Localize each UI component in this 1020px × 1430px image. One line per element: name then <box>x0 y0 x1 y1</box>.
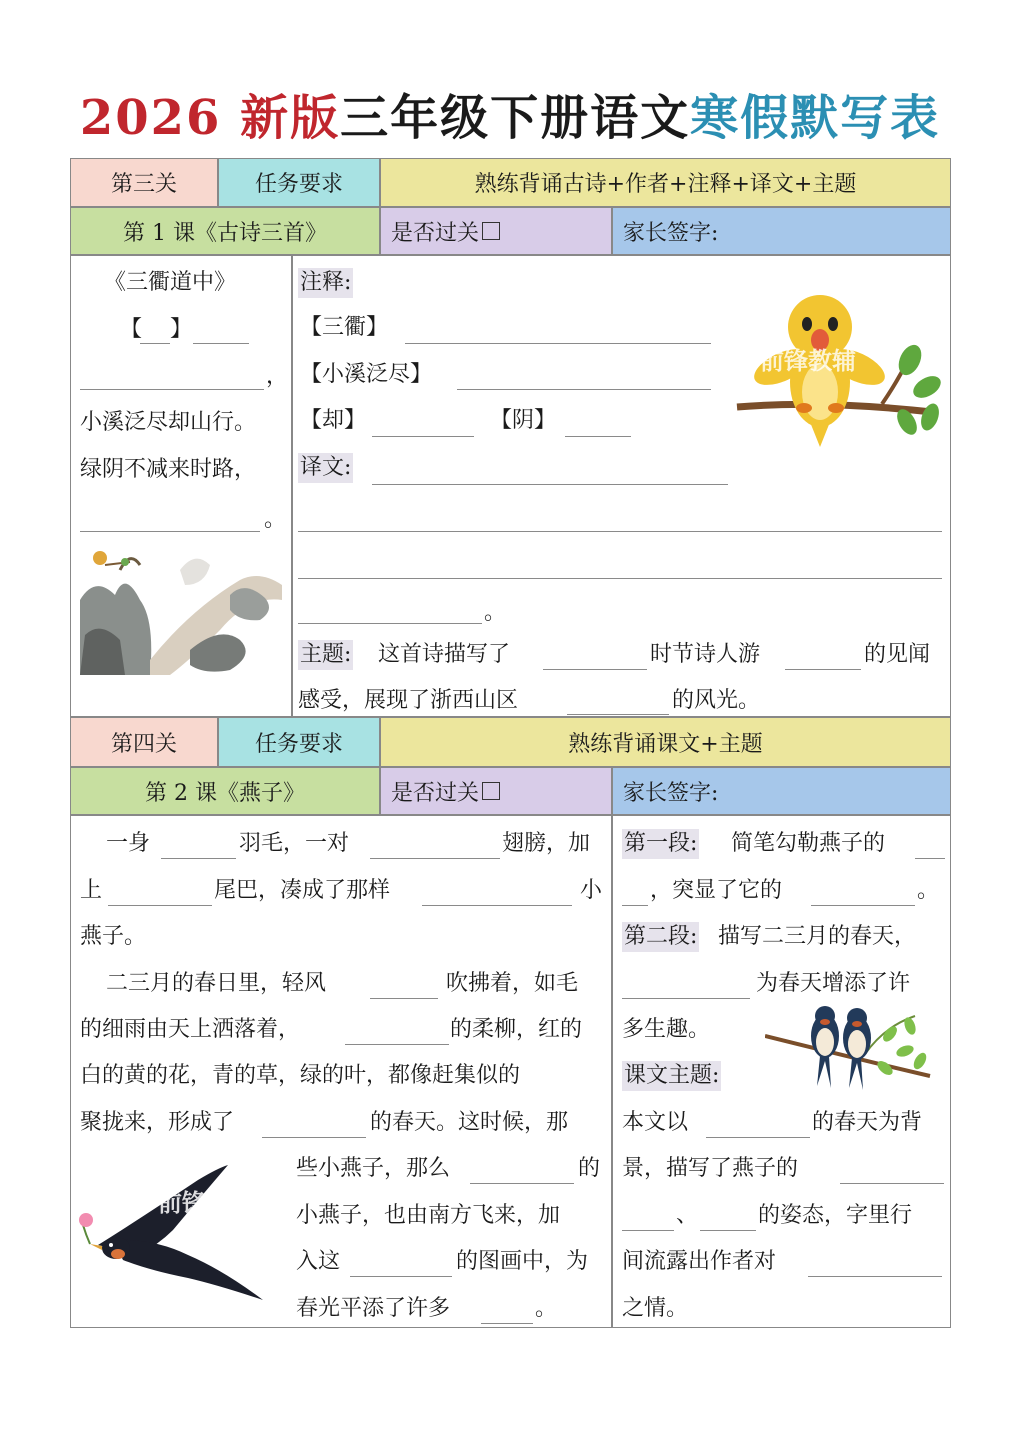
p2-blank-2[interactable] <box>345 1044 449 1045</box>
section1-text-b: ，突显了它的 <box>650 878 783 903</box>
note-yin-label: 【阴】 <box>490 408 557 433</box>
note-sanqu-blank[interactable] <box>405 343 711 344</box>
lesson2-pass-check[interactable]: 是否过关 <box>380 767 612 815</box>
poem-blank-2[interactable] <box>80 389 264 390</box>
swallows-on-branch-illustration <box>765 1006 935 1098</box>
theme2-label: 课文主题: <box>622 1061 721 1091</box>
theme2-blank-5[interactable] <box>808 1276 942 1277</box>
page-title: 2026 新版三年级下册语文寒假默写表 <box>79 90 941 146</box>
theme-label: 主题: <box>298 640 353 670</box>
p1-blank-1[interactable] <box>161 858 236 859</box>
lesson1-title: 第 1 课《古诗三首》 <box>70 207 380 255</box>
theme-text-5: 的风光。 <box>672 688 761 713</box>
section1-text-a: 简笔勾勒燕子的 <box>731 831 886 856</box>
section1-blank-2[interactable] <box>622 905 648 906</box>
theme-text-4: 感受，展现了浙西山区 <box>298 688 519 713</box>
p2-blank-4[interactable] <box>470 1183 574 1184</box>
p1-text-f: 小 <box>580 878 603 903</box>
p2-text-k: 入这 <box>296 1249 341 1274</box>
checkbox[interactable] <box>482 222 500 240</box>
note-xiaoxi-label: 【小溪泛尽】 <box>300 362 433 387</box>
level4-task-label: 任务要求 <box>218 717 380 767</box>
p2-text-m: 春光平添了许多 <box>296 1296 451 1321</box>
p1-text-c: 翅膀，加 <box>502 831 591 856</box>
p2-blank-1[interactable] <box>370 998 438 999</box>
theme2-text-b: 的春天为背 <box>812 1110 923 1135</box>
author-blank[interactable] <box>140 343 170 344</box>
p2-text-i: 的 <box>578 1156 601 1181</box>
theme-blank-scenery[interactable] <box>567 714 669 715</box>
p2-text-b: 吹拂着，如毛 <box>446 971 579 996</box>
theme2-text-d: 、 <box>676 1203 699 1228</box>
p2-text-g: 的春天。这时候，那 <box>370 1110 569 1135</box>
p2-text-l: 的图画中，为 <box>456 1249 589 1274</box>
p1-text-b: 羽毛，一对 <box>239 831 350 856</box>
checkbox[interactable] <box>482 782 500 800</box>
translation-blank-2[interactable] <box>298 531 942 532</box>
p2-text-e: 白的黄的花，青的草，绿的叶，都像赶集似的 <box>80 1063 521 1088</box>
p2-text-a: 二三月的春日里，轻风 <box>106 971 327 996</box>
p1-text-d: 上 <box>80 878 103 903</box>
poem-blank-1[interactable] <box>193 343 249 344</box>
p2-text-f: 聚拢来，形成了 <box>80 1110 235 1135</box>
theme-blank-place[interactable] <box>785 669 861 670</box>
section1-text-c: 。 <box>917 878 940 903</box>
section2-text-b: 为春天增添了许 <box>756 971 911 996</box>
theme2-text-c: 景，描写了燕子的 <box>622 1156 799 1181</box>
poem-title: 《三衢道中》 <box>104 270 237 295</box>
poem-comma: ， <box>266 364 289 389</box>
note-que-label: 【却】 <box>300 408 367 433</box>
poem-line-3: 小溪泛尽却山行。 <box>80 410 257 435</box>
level3-label: 第三关 <box>70 158 218 207</box>
theme-text-1: 这首诗描写了 <box>378 642 511 667</box>
section2-text-c: 多生趣。 <box>622 1017 711 1042</box>
poem-period: 。 <box>264 507 287 532</box>
section1-blank-3[interactable] <box>811 905 915 906</box>
p2-text-j: 小燕子，也由南方飞来，加 <box>296 1203 561 1228</box>
section2-blank[interactable] <box>622 998 750 999</box>
p1-text-a: 一身 <box>106 831 151 856</box>
theme2-text-a: 本文以 <box>622 1110 689 1135</box>
theme2-text-g: 之情。 <box>622 1296 689 1321</box>
translation-label: 译文: <box>298 453 353 483</box>
mountain-painting <box>80 540 282 675</box>
p1-text-e: 尾巴，凑成了那样 <box>214 878 391 903</box>
watermark: 前锋教辅 <box>760 346 856 375</box>
p2-blank-5[interactable] <box>350 1276 452 1277</box>
lesson2-parent-sign[interactable]: 家长签字: <box>612 767 951 815</box>
p2-text-d: 的柔柳，红的 <box>450 1017 583 1042</box>
level4-label: 第四关 <box>70 717 218 767</box>
poem-line-4: 绿阴不减来时路， <box>80 457 257 482</box>
section1-blank-1[interactable] <box>915 858 945 859</box>
theme2-blank-1[interactable] <box>706 1137 810 1138</box>
p2-blank-6[interactable] <box>481 1323 533 1324</box>
theme2-blank-4[interactable] <box>700 1230 756 1231</box>
poem-blank-3[interactable] <box>80 531 260 532</box>
p1-text-g: 燕子。 <box>80 924 147 949</box>
section2-label: 第二段: <box>622 922 699 952</box>
p1-blank-3[interactable] <box>108 905 212 906</box>
author-bracket-open: 【 <box>120 317 143 342</box>
note-yin-blank[interactable] <box>565 436 631 437</box>
p2-text-n: 。 <box>535 1296 558 1321</box>
swallow-illustration <box>78 1160 288 1310</box>
theme2-text-f: 间流露出作者对 <box>622 1249 777 1274</box>
level3-task: 熟练背诵古诗+作者+注释+译文+主题 <box>380 158 951 207</box>
level3-task-label: 任务要求 <box>218 158 380 207</box>
author-bracket-close: 】 <box>170 317 193 342</box>
note-xiaoxi-blank[interactable] <box>457 389 711 390</box>
translation-period: 。 <box>484 600 507 625</box>
note-que-blank[interactable] <box>372 436 474 437</box>
translation-blank-4[interactable] <box>298 623 482 624</box>
p1-blank-2[interactable] <box>370 858 500 859</box>
section1-label: 第一段: <box>622 829 699 859</box>
p2-text-c: 的细雨由天上洒落着， <box>80 1017 301 1042</box>
theme2-text-e: 的姿态，字里行 <box>758 1203 913 1228</box>
section2-text-a: 描写二三月的春天， <box>718 924 917 949</box>
p2-text-h: 些小燕子，那么 <box>296 1156 451 1181</box>
lesson1-pass-check[interactable]: 是否过关 <box>380 207 612 255</box>
notes-label: 注释: <box>298 268 353 298</box>
lesson1-parent-sign[interactable]: 家长签字: <box>612 207 951 255</box>
lesson2-title: 第 2 课《燕子》 <box>70 767 380 815</box>
watermark: 前锋教辅 <box>158 1188 254 1217</box>
translation-blank-1[interactable] <box>372 484 728 485</box>
level4-task: 熟练背诵课文+主题 <box>380 717 951 767</box>
theme-text-3: 的见闻 <box>864 642 931 667</box>
p2-blank-3[interactable] <box>262 1137 366 1138</box>
translation-blank-3[interactable] <box>298 578 942 579</box>
theme-text-2: 时节诗人游 <box>650 642 761 667</box>
theme2-blank-3[interactable] <box>622 1230 674 1231</box>
p1-blank-4[interactable] <box>422 905 572 906</box>
note-sanqu-label: 【三衢】 <box>300 315 389 340</box>
theme-blank-season[interactable] <box>543 669 647 670</box>
theme2-blank-2[interactable] <box>840 1183 944 1184</box>
